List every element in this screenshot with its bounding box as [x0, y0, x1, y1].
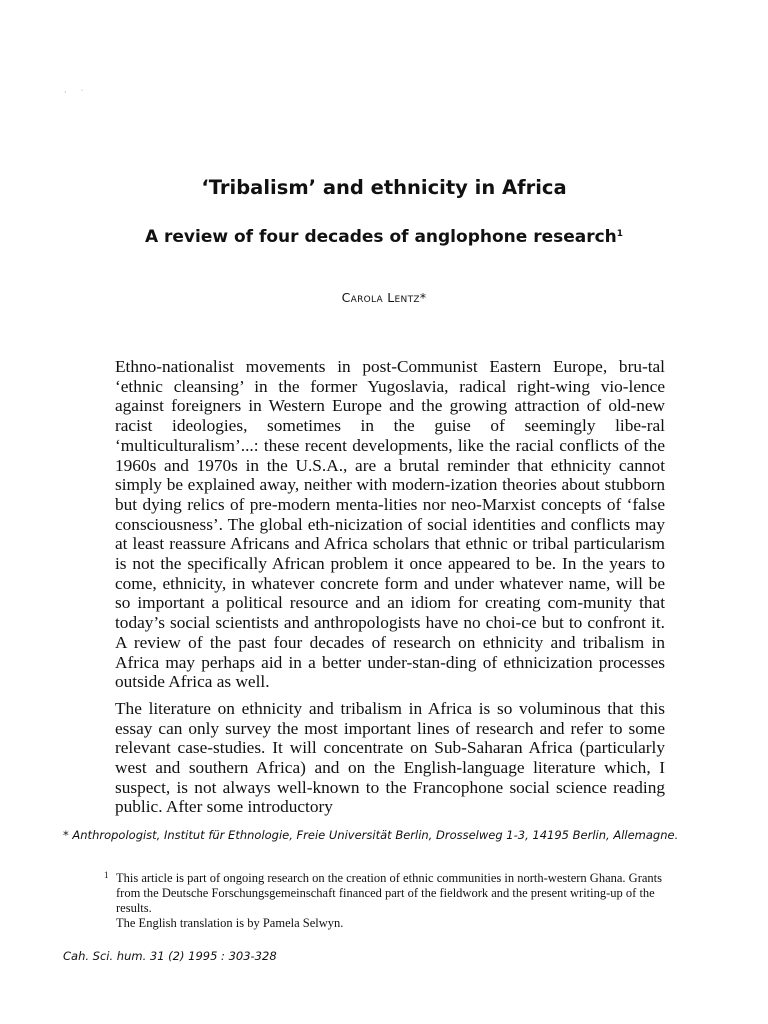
footnote-1-translation: The English translation is by Pamela Selwyn. — [116, 916, 344, 930]
footnote-1-number: 1 — [104, 870, 109, 880]
article-subtitle — [0, 227, 768, 247]
article-title: ‘Tribalism’ and ethnicity in Africa — [201, 176, 567, 199]
author-affiliation-footnote: * Anthropologist, Institut für Ethnologie, Freie Universität Berlin, Drosselweg 1-3, 14195 Berlin, Allemagne. — [63, 828, 679, 842]
footnote-1-text: This article is part of ongoing research on the creation of ethnic communities in north-western Ghana. Grants from the Deutsche Forschungsgemeinschaft financed part of the fieldwork and the present writing-up of the results. — [116, 871, 663, 915]
paragraph-1: Ethno-nationalist movements in post-Communist Eastern Europe, bru-tal ‘ethnic cleansing’ in the former Yugoslavia, radical right-wing vio-lence against foreigners in Western Europe and the growing attraction of old-new racist ideologies, sometimes in the guise of seemingly libe-ral ‘multiculturalism’...: these recent developments, like the racial conflicts of the 1960s and 1970s in the U.S.A., are a brutal reminder that ethnicity cannot simply be explained away, neither with modern-ization theories about stubborn but dying relics of pre-modern menta-lities nor neo-Marxist concepts of ‘false consciousness’. The global eth-nicization of social identities and conflicts may at least reassure Africans and Africa scholars that ethnic or tribal particularism is not the specifically African problem it once appeared to be. In the years to come, ethnicity, in whatever concrete form and under whatever name, will be so important a political resource and an idiom for creating com-munity that today’s social scientists and anthropologists have no choi-ce but to confront it. A review of the past four decades of research on ethnicity and tribalism in Africa may perhaps aid in a better under-stan-ding of ethnicization processes outside Africa as well. — [115, 357, 665, 692]
subtitle-text: A review of four decades of anglophone research — [144, 227, 617, 247]
subtitle-footnote-marker: 1 — [616, 229, 624, 239]
scan-specks: · ˙ — [64, 88, 90, 97]
author-name: Carola Lentz* — [341, 290, 427, 305]
journal-citation: Cah. Sci. hum. 31 (2) 1995 : 303-328 — [63, 949, 277, 963]
paragraph-2: The literature on ethnicity and tribalism in Africa is so voluminous that this essay can only survey the most important lines of research and refer to some relevant case-studies. It will concentrate on Sub-Saharan Africa (particularly west and southern Africa) and on the English-language literature which, I suspect, is not always well-known to the Francophone social science reading public. After some introductory — [115, 698, 665, 817]
footnote-1 — [90, 871, 664, 931]
body-text — [115, 357, 665, 824]
